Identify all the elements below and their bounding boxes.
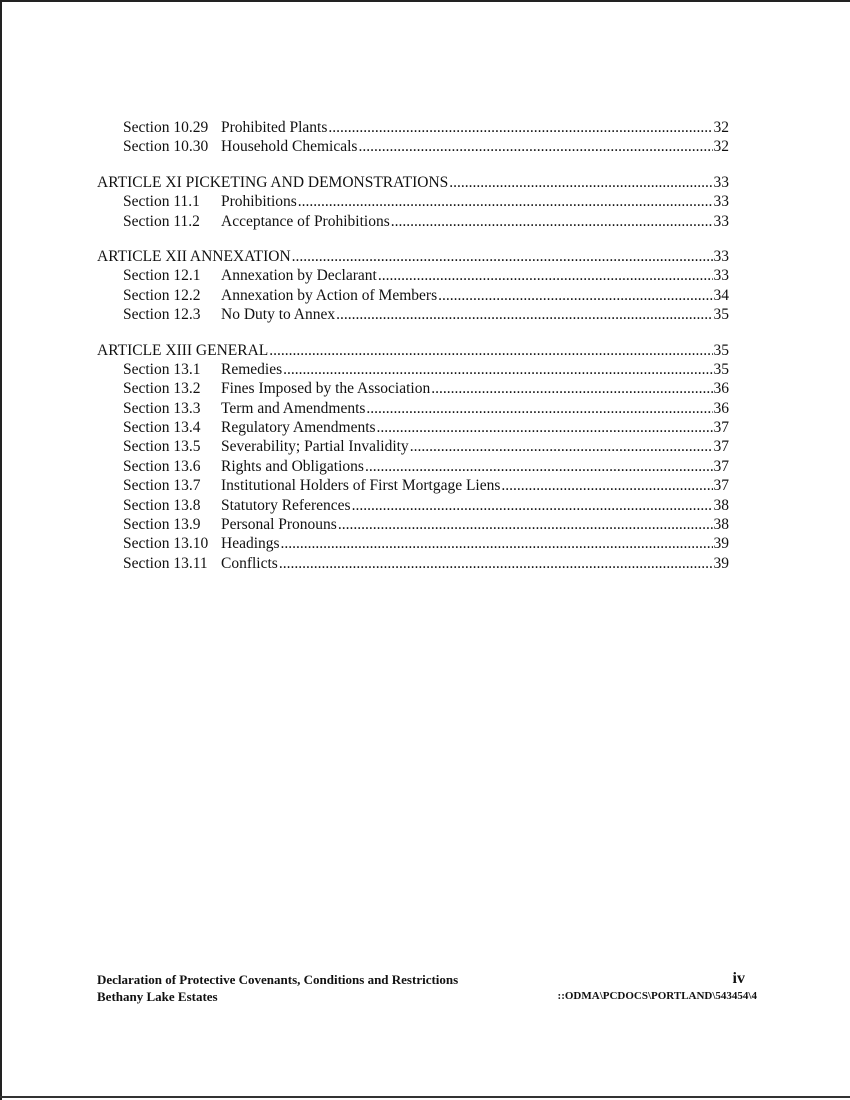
toc-page-number: 36 [713, 380, 729, 398]
toc-section-title: Household Chemicals [221, 138, 358, 156]
toc-page-number: 38 [713, 516, 729, 534]
toc-section-title: Headings [221, 535, 280, 553]
toc-page-number: 34 [713, 286, 729, 304]
toc-page-number: 35 [713, 341, 729, 359]
toc-page-number: 39 [713, 554, 729, 572]
toc-section-number: Section 12.3 [123, 306, 201, 324]
toc-page-number: 37 [713, 419, 729, 437]
toc-dot-leader [292, 247, 713, 266]
toc-page-number: 33 [713, 212, 729, 230]
toc-dot-leader [298, 192, 713, 211]
toc-section-title: Prohibitions [221, 193, 297, 211]
toc-section-number: Section 13.3 [123, 399, 201, 417]
toc-section-number: Section 11.1 [123, 193, 200, 211]
toc-page-number: 32 [713, 138, 729, 156]
toc-section-number: Section 13.10 [123, 535, 209, 553]
toc-page-number: 35 [713, 306, 729, 324]
toc-dot-leader [358, 137, 712, 156]
toc-page-number: 33 [713, 193, 729, 211]
toc-dot-leader [365, 457, 713, 476]
page-border-left [0, 0, 2, 1100]
toc-section-number: Section 12.1 [123, 267, 201, 285]
toc-article-title: ARTICLE XIII GENERAL [97, 341, 269, 359]
toc-page-number: 37 [713, 477, 729, 495]
toc-dot-leader [431, 379, 712, 398]
toc-section-number: Section 13.8 [123, 496, 201, 514]
toc-page-number: 33 [713, 267, 729, 285]
toc-dot-leader [338, 515, 713, 534]
toc-section-title: Conflicts [221, 554, 278, 572]
toc-page-number: 37 [713, 438, 729, 456]
toc-section-row [97, 286, 729, 305]
footer-property-name: Bethany Lake Estates [97, 989, 218, 1004]
toc-section-title: Acceptance of Prohibitions [221, 212, 390, 230]
toc-section-row [97, 379, 729, 398]
toc-page-number: 39 [713, 535, 729, 553]
toc-section-number: Section 13.11 [123, 554, 208, 572]
toc-dot-leader [366, 399, 712, 418]
toc-section-title: Regulatory Amendments [221, 419, 376, 437]
footer-page-number: iv [732, 970, 745, 987]
toc-section-title: Prohibited Plants [221, 119, 328, 136]
toc-section-number: Section 13.1 [123, 360, 201, 378]
toc-section-number: Section 11.2 [123, 212, 200, 230]
footer-document-title: Declaration of Protective Covenants, Conditions and Restrictions [97, 972, 459, 987]
toc-article-title: ARTICLE XII ANNEXATION [97, 247, 291, 265]
toc-section-row [97, 360, 729, 379]
toc-section-title: Institutional Holders of First Mortgage Liens [221, 477, 501, 495]
toc-page-number: 33 [713, 247, 729, 265]
toc-section-row [97, 212, 729, 231]
toc-section-title: Annexation by Declarant [221, 267, 377, 285]
toc-group-gap [97, 157, 729, 173]
toc-section-row [97, 118, 729, 137]
toc-dot-leader [281, 534, 713, 553]
page-border-top [0, 0, 850, 2]
toc-section-title: Fines Imposed by the Association [221, 380, 431, 398]
toc-section-row [97, 266, 729, 285]
toc-section-row [97, 437, 729, 456]
toc-dot-leader [449, 173, 712, 192]
toc-page-number: 32 [713, 119, 729, 136]
toc-section-row [97, 515, 729, 534]
toc-page-number: 37 [713, 457, 729, 475]
toc-section-row [97, 418, 729, 437]
toc-section-title: Statutory References [221, 496, 351, 514]
toc-section-row [97, 554, 729, 573]
footer-document-path: ::ODMA\PCDOCS\PORTLAND\543454\4 [557, 990, 757, 1002]
toc-group-gap [97, 325, 729, 341]
toc-section-number: Section 13.6 [123, 457, 201, 475]
toc-article-row [97, 341, 729, 360]
toc-section-row [97, 534, 729, 553]
toc-article-title: ARTICLE XI PICKETING AND DEMONSTRATIONS [97, 173, 449, 191]
toc-page-number: 38 [713, 496, 729, 514]
toc-dot-leader [279, 554, 713, 573]
toc-section-row [97, 476, 729, 495]
toc-dot-leader [283, 360, 712, 379]
toc-section-title: Term and Amendments [221, 399, 366, 417]
toc-page-number: 35 [713, 360, 729, 378]
toc-dot-leader [501, 476, 712, 495]
toc-article-row [97, 173, 729, 192]
toc-section-row [97, 457, 729, 476]
toc-group-gap [97, 231, 729, 247]
toc-section-number: Section 10.29 [123, 119, 209, 136]
toc-dot-leader [352, 496, 713, 515]
toc-dot-leader [269, 341, 712, 360]
toc-section-number: Section 13.7 [123, 477, 201, 495]
toc-section-row [97, 137, 729, 156]
toc-section-row [97, 399, 729, 418]
toc-page-number: 36 [713, 399, 729, 417]
toc-dot-leader [378, 266, 713, 285]
toc-section-number: Section 13.4 [123, 419, 201, 437]
toc-page-number: 33 [713, 173, 729, 191]
toc-section-title: Remedies [221, 360, 283, 378]
toc-section-row [97, 305, 729, 324]
toc-section-number: Section 13.5 [123, 438, 201, 456]
table-of-contents [97, 118, 729, 573]
toc-section-number: Section 10.30 [123, 138, 209, 156]
toc-dot-leader [391, 212, 713, 231]
toc-dot-leader [410, 437, 713, 456]
toc-section-title: Personal Pronouns [221, 516, 337, 534]
toc-section-title: Rights and Obligations [221, 457, 364, 475]
toc-section-number: Section 13.2 [123, 380, 201, 398]
toc-section-number: Section 12.2 [123, 286, 201, 304]
toc-dot-leader [328, 118, 712, 137]
toc-section-title: No Duty to Annex [221, 306, 336, 324]
toc-section-title: Severability; Partial Invalidity [221, 438, 409, 456]
toc-section-number: Section 13.9 [123, 516, 201, 534]
page-border-bottom [0, 1096, 850, 1098]
toc-dot-leader [438, 286, 712, 305]
toc-section-row [97, 496, 729, 515]
toc-dot-leader [377, 418, 713, 437]
toc-section-title: Annexation by Action of Members [221, 286, 438, 304]
toc-article-row [97, 247, 729, 266]
toc-dot-leader [336, 305, 712, 324]
toc-section-row [97, 192, 729, 211]
